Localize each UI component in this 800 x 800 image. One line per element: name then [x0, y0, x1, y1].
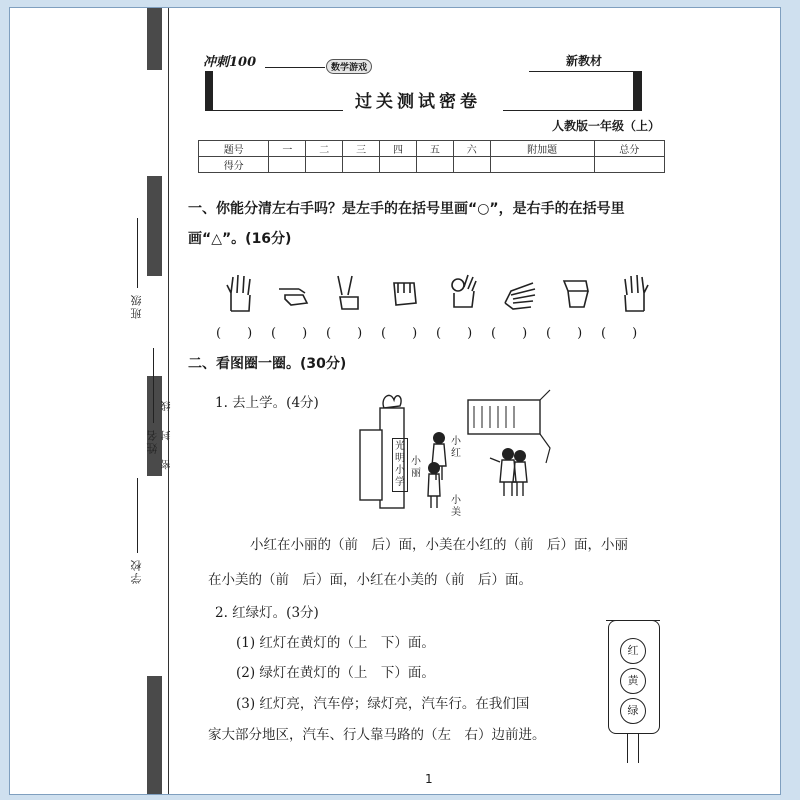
game-tag: 数学游戏 — [326, 59, 372, 74]
table-cell: 六 — [453, 141, 490, 157]
thumb-hand-icon — [560, 273, 594, 313]
name-underline — [153, 348, 154, 423]
q2-sub2-item1: (1) 红灯在黄灯的（上 下）面。 — [236, 635, 435, 651]
score-input[interactable] — [490, 157, 594, 173]
score-input[interactable] — [453, 157, 490, 173]
yellow-light: 黄 — [620, 668, 646, 694]
class-label: 班级 — [130, 293, 143, 319]
header-bar-right — [633, 71, 642, 111]
answer-blank[interactable]: ( ) — [601, 326, 638, 341]
header-bar-left — [205, 71, 213, 111]
school-label: 学校 — [130, 558, 143, 584]
label-xiaomei: 小美 — [451, 495, 461, 518]
table-cell: 题号 — [199, 141, 269, 157]
brand-label: 冲刺100 — [203, 55, 257, 70]
table-cell: 二 — [306, 141, 343, 157]
table-cell: 附加题 — [490, 141, 594, 157]
score-input[interactable] — [380, 157, 417, 173]
answer-blank[interactable]: ( ) — [436, 326, 473, 341]
q1-line2: 画“△”。(16分) — [188, 231, 292, 247]
score-input[interactable] — [306, 157, 343, 173]
material-label: 新教材 — [566, 54, 603, 68]
header-rule — [265, 67, 325, 68]
table-cell: 五 — [416, 141, 453, 157]
q2-sub1-title: 1. 去上学。(4分) — [215, 395, 319, 411]
page-number: 1 — [425, 772, 433, 786]
table-cell: 总分 — [594, 141, 664, 157]
q2-sub2-title: 2. 红绿灯。(3分) — [215, 605, 319, 621]
grade-label: 人教版一年级（上） — [552, 119, 661, 133]
binding-strip — [10, 8, 173, 794]
q1-line1: 一、你能分清左右手吗？是左手的在括号里画“○”，是右手的在括号里 — [188, 201, 625, 217]
open-hand-icon — [223, 273, 257, 313]
score-input[interactable] — [269, 157, 306, 173]
score-table — [198, 140, 665, 173]
answer-blank[interactable]: ( ) — [381, 326, 418, 341]
open-hand-icon — [618, 273, 652, 313]
traffic-light-cap — [606, 620, 660, 629]
traffic-light-pole — [627, 733, 639, 763]
green-light: 绿 — [620, 698, 646, 724]
victory-hand-icon — [332, 273, 366, 313]
table-cell: 四 — [380, 141, 417, 157]
q2-sub2-item3b: 家大部分地区，汽车、行人靠马路的（左 右）边前进。 — [208, 727, 546, 743]
name-label: 姓名 — [146, 428, 159, 454]
red-light: 红 — [620, 638, 646, 664]
score-input[interactable] — [343, 157, 380, 173]
flat-hand-icon — [503, 273, 537, 313]
answer-blank[interactable]: ( ) — [216, 326, 253, 341]
answer-blank[interactable]: ( ) — [271, 326, 308, 341]
header-rule — [213, 110, 343, 111]
answer-blank[interactable]: ( ) — [491, 326, 528, 341]
header-rule — [529, 71, 633, 72]
strip-block — [147, 676, 162, 794]
strip-block — [147, 8, 162, 70]
table-row — [199, 157, 665, 173]
class-underline — [137, 218, 138, 288]
q2-heading: 二、看图圈一圈。(30分) — [188, 356, 347, 372]
strip-block — [147, 176, 162, 276]
table-cell: 三 — [343, 141, 380, 157]
score-input[interactable] — [594, 157, 664, 173]
q2-sub1-text2: 在小美的（前 后）面，小红在小美的（前 后）面。 — [208, 572, 532, 588]
table-cell: 一 — [269, 141, 306, 157]
answer-blank[interactable]: ( ) — [546, 326, 583, 341]
ok-hand-icon — [446, 273, 480, 313]
exam-page — [9, 7, 781, 795]
header-rule — [503, 110, 633, 111]
label-xiaoli: 小丽 — [411, 456, 421, 479]
school-sign: 光明小学 — [392, 438, 408, 492]
school-underline — [137, 478, 138, 553]
table-row — [199, 141, 665, 157]
pointing-hand-icon — [277, 273, 311, 313]
page-title: 过关测试密卷 — [355, 92, 481, 112]
q2-sub2-item2: (2) 绿灯在黄灯的（上 下）面。 — [236, 665, 435, 681]
fist-icon — [388, 273, 422, 313]
seal-label: 密 封 线 — [162, 393, 173, 470]
score-input[interactable] — [416, 157, 453, 173]
label-xiaohong: 小红 — [451, 436, 461, 459]
answer-blank[interactable]: ( ) — [326, 326, 363, 341]
q2-sub1-text1: 小红在小丽的（前 后）面，小美在小红的（前 后）面，小丽 — [250, 537, 628, 553]
q2-sub2-item3a: (3) 红灯亮，汽车停；绿灯亮，汽车行。在我们国 — [236, 696, 530, 712]
table-cell: 得分 — [199, 157, 269, 173]
